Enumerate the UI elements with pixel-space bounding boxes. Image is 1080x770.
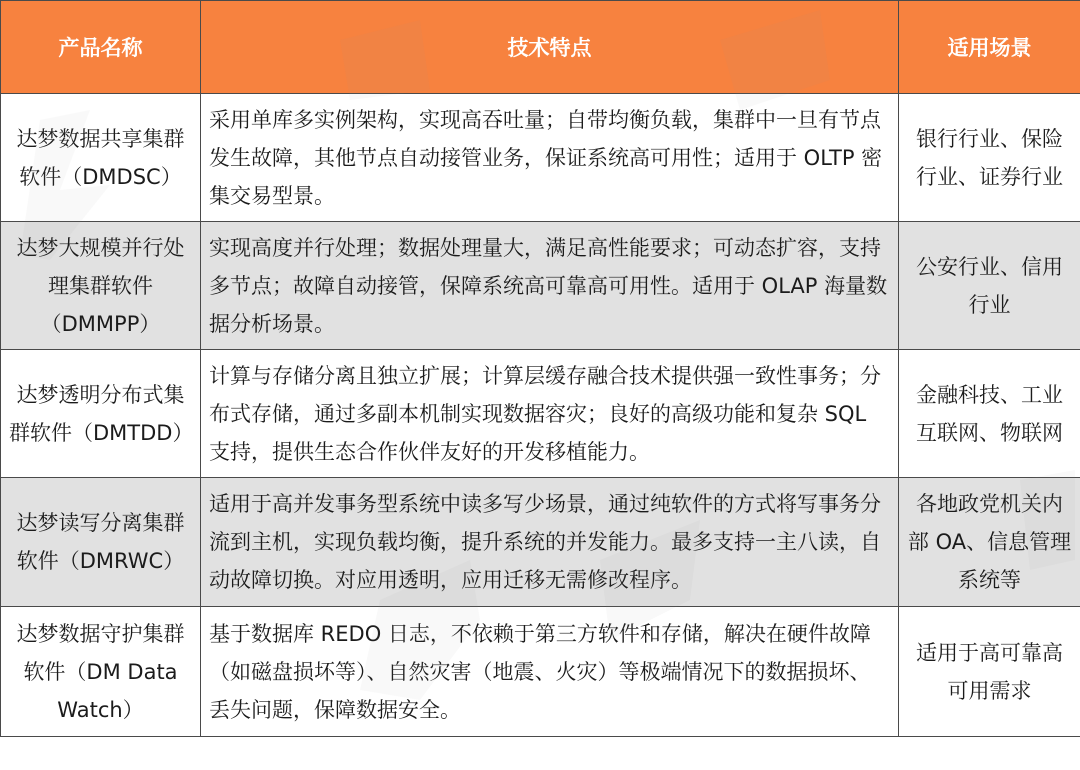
scenarios-cell: 公安行业、信用行业 bbox=[899, 222, 1080, 350]
header-row bbox=[1, 1, 1080, 94]
product-name-cell: 达梦大规模并行处理集群软件（DMMPP） bbox=[1, 222, 201, 350]
features-cell: 采用单库多实例架构，实现高吞吐量；自带均衡负载，集群中一旦有节点发生故障，其他节点自动接管业务，保证系统高可用性；适用于 OLTP 密集交易型景。 bbox=[201, 94, 899, 222]
product-name-cell: 达梦读写分离集群软件（DMRWC） bbox=[1, 478, 201, 607]
header-tech-features: 技术特点 bbox=[201, 1, 899, 94]
table-header bbox=[1, 1, 1080, 94]
page-background-strip bbox=[0, 736, 1080, 770]
table-row bbox=[1, 350, 1080, 478]
table-row bbox=[1, 94, 1080, 222]
features-cell: 基于数据库 REDO 日志，不依赖于第三方软件和存储，解决在硬件故障（如磁盘损坏等）、自然灾害（地震、火灾）等极端情况下的数据损坏、丢失问题，保障数据安全。 bbox=[201, 607, 899, 737]
header-scenarios: 适用场景 bbox=[899, 1, 1080, 94]
table-row bbox=[1, 607, 1080, 737]
table-body bbox=[1, 94, 1080, 737]
table-row bbox=[1, 478, 1080, 607]
table-row bbox=[1, 222, 1080, 350]
features-cell: 适用于高并发事务型系统中读多写少场景，通过纯软件的方式将写事务分流到主机，实现负载均衡，提升系统的并发能力。最多支持一主八读，自动故障切换。对应用透明，应用迁移无需修改程序。 bbox=[201, 478, 899, 607]
scenarios-cell: 金融科技、工业互联网、物联网 bbox=[899, 350, 1080, 478]
header-product-name: 产品名称 bbox=[1, 1, 201, 94]
features-cell: 计算与存储分离且独立扩展；计算层缓存融合技术提供强一致性事务；分布式存储，通过多副本机制实现数据容灾；良好的高级功能和复杂 SQL 支持，提供生态合作伙伴友好的开发移植能力。 bbox=[201, 350, 899, 478]
product-name-cell: 达梦数据守护集群软件（DM Data Watch） bbox=[1, 607, 201, 737]
scenarios-cell: 各地政党机关内部 OA、信息管理系统等 bbox=[899, 478, 1080, 607]
product-name-cell: 达梦数据共享集群软件（DMDSC） bbox=[1, 94, 201, 222]
scenarios-cell: 银行行业、保险行业、证券行业 bbox=[899, 94, 1080, 222]
product-name-cell: 达梦透明分布式集群软件（DMTDD） bbox=[1, 350, 201, 478]
features-cell: 实现高度并行处理；数据处理量大，满足高性能要求；可动态扩容，支持多节点；故障自动接管，保障系统高可靠高可用性。适用于 OLAP 海量数据分析场景。 bbox=[201, 222, 899, 350]
scenarios-cell: 适用于高可靠高可用需求 bbox=[899, 607, 1080, 737]
